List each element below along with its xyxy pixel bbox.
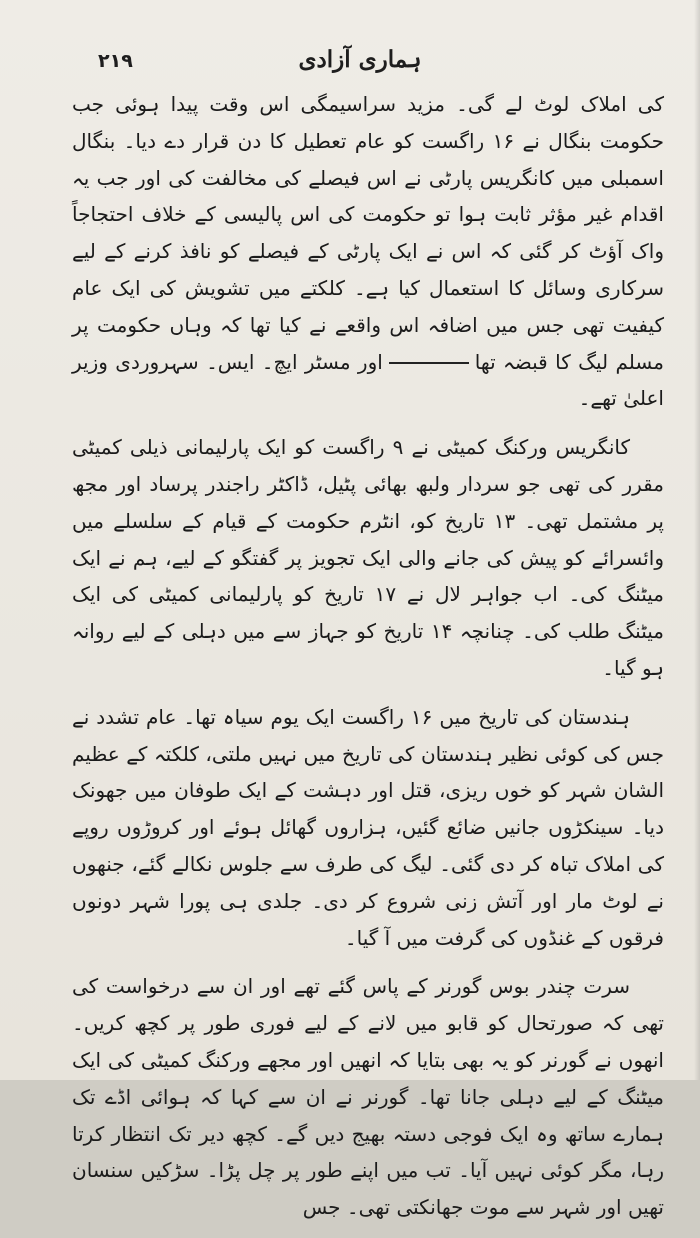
paragraph-3: ہندستان کی تاریخ میں ۱۶ راگست ایک یوم سیاہ تھا۔ عام تشدد نے جس کی کوئی نظیر ہندستان کی تاریخ میں نہیں ملتی، کلکتہ کے عظیم الشان شہر کو خوں ریزی، قتل اور دہشت کے ایک طوفان میں جھونک دیا۔ سینکڑوں جانیں ضائع گئیں، ہزاروں گھائل ہوئے اور کروڑوں روپے کی املاک تباہ کر دی گئی۔ لیگ کی طرف سے جلوس نکالے گئے، جنھوں نے لوٹ مار اور آتش زنی شروع کر دی۔ جلدی ہی پورا شہر دونوں فرقوں کے غنڈوں کی گرفت میں آ گیا۔ xyxy=(72,704,664,950)
em-dash-line xyxy=(389,362,469,364)
paragraph-1-text: کی املاک لوٹ لے گی۔ مزید سراسیمگی اس وقت پیدا ہوئی جب حکومت بنگال نے ۱۶ راگست کو عام تعطیل کا دن قرار دے دیا۔ بنگال اسمبلی میں کانگریس پارٹی نے اس فیصلے کی مخالفت کی اور جب یہ اقدام غیر مؤثر ثابت ہوا تو حکومت کی اس پالیسی کے خلاف احتجاجاً واک آؤٹ کر گئی کہ اس نے ایک پارٹی کے فیصلے کو نافذ کرنے کے لیے سرکاری وسائل کا استعمال کیا ہے۔ کلکتے میں تشویش کی ایک عام کیفیت تھی جس میں اضافہ اس واقعے نے کیا تھا کہ وہاں حکومت پر مسلم لیگ کا قبضہ تھا xyxy=(72,92,664,374)
paragraph-4: سرت چندر بوس گورنر کے پاس گئے تھے اور ان سے درخواست کی تھی کہ صورتحال کو قابو میں لانے کے لیے فوری طور پر کچھ کریں۔ انھوں نے گورنر کو یہ بھی بتایا کہ انھیں اور مجھے ورکنگ کمیٹی کی ایک میٹنگ کے لیے دہلی جانا تھا۔ گورنر نے ان سے کہا کہ ہوائی اڈے تک ہمارے ساتھ وہ ایک فوجی دستہ بھیج دیں گے۔ کچھ دیر تک انتظار کرتا رہا، مگر کوئی نہیں آیا۔ تب میں اپنے طور پر چل پڑا۔ سڑکیں سنسان تھیں اور شہر سے موت جھانکتی تھی۔ جس xyxy=(72,974,664,1220)
page-number: ۲۱۹ xyxy=(98,50,133,72)
page-edge-shadow xyxy=(694,0,700,1080)
paragraph-2: کانگریس ورکنگ کمیٹی نے ۹ راگست کو ایک پارلیمانی ذیلی کمیٹی مقرر کی تھی جو سردار ولبھ بھائی پٹیل، ڈاکٹر راجندر پرساد اور مجھ پر مشتمل تھی۔ ۱۳ تاریخ کو، انٹرم حکومت کے قیام کے سلسلے میں وائسرائے کو پیش کی جانے والی ایک تجویز پر گفتگو کے لیے، ہم نے ایک میٹنگ کی۔ اب جواہر لال نے ۱۷ تاریخ کو پارلیمانی کمیٹی کی ایک میٹنگ طلب کی۔ چنانچہ ۱۴ تاریخ کو جہاز سے میں دہلی کے لیے روانہ ہو گیا۔ xyxy=(72,435,665,680)
paragraph-1 xyxy=(72,86,664,417)
page-header xyxy=(60,44,660,80)
paragraph-1-tail: اور مسٹر ایچ۔ ایس۔ سہروردی وزیر اعلیٰ تھے۔ xyxy=(72,349,664,411)
running-head: ہماری آزادی xyxy=(298,46,422,73)
body-text xyxy=(72,86,664,1238)
